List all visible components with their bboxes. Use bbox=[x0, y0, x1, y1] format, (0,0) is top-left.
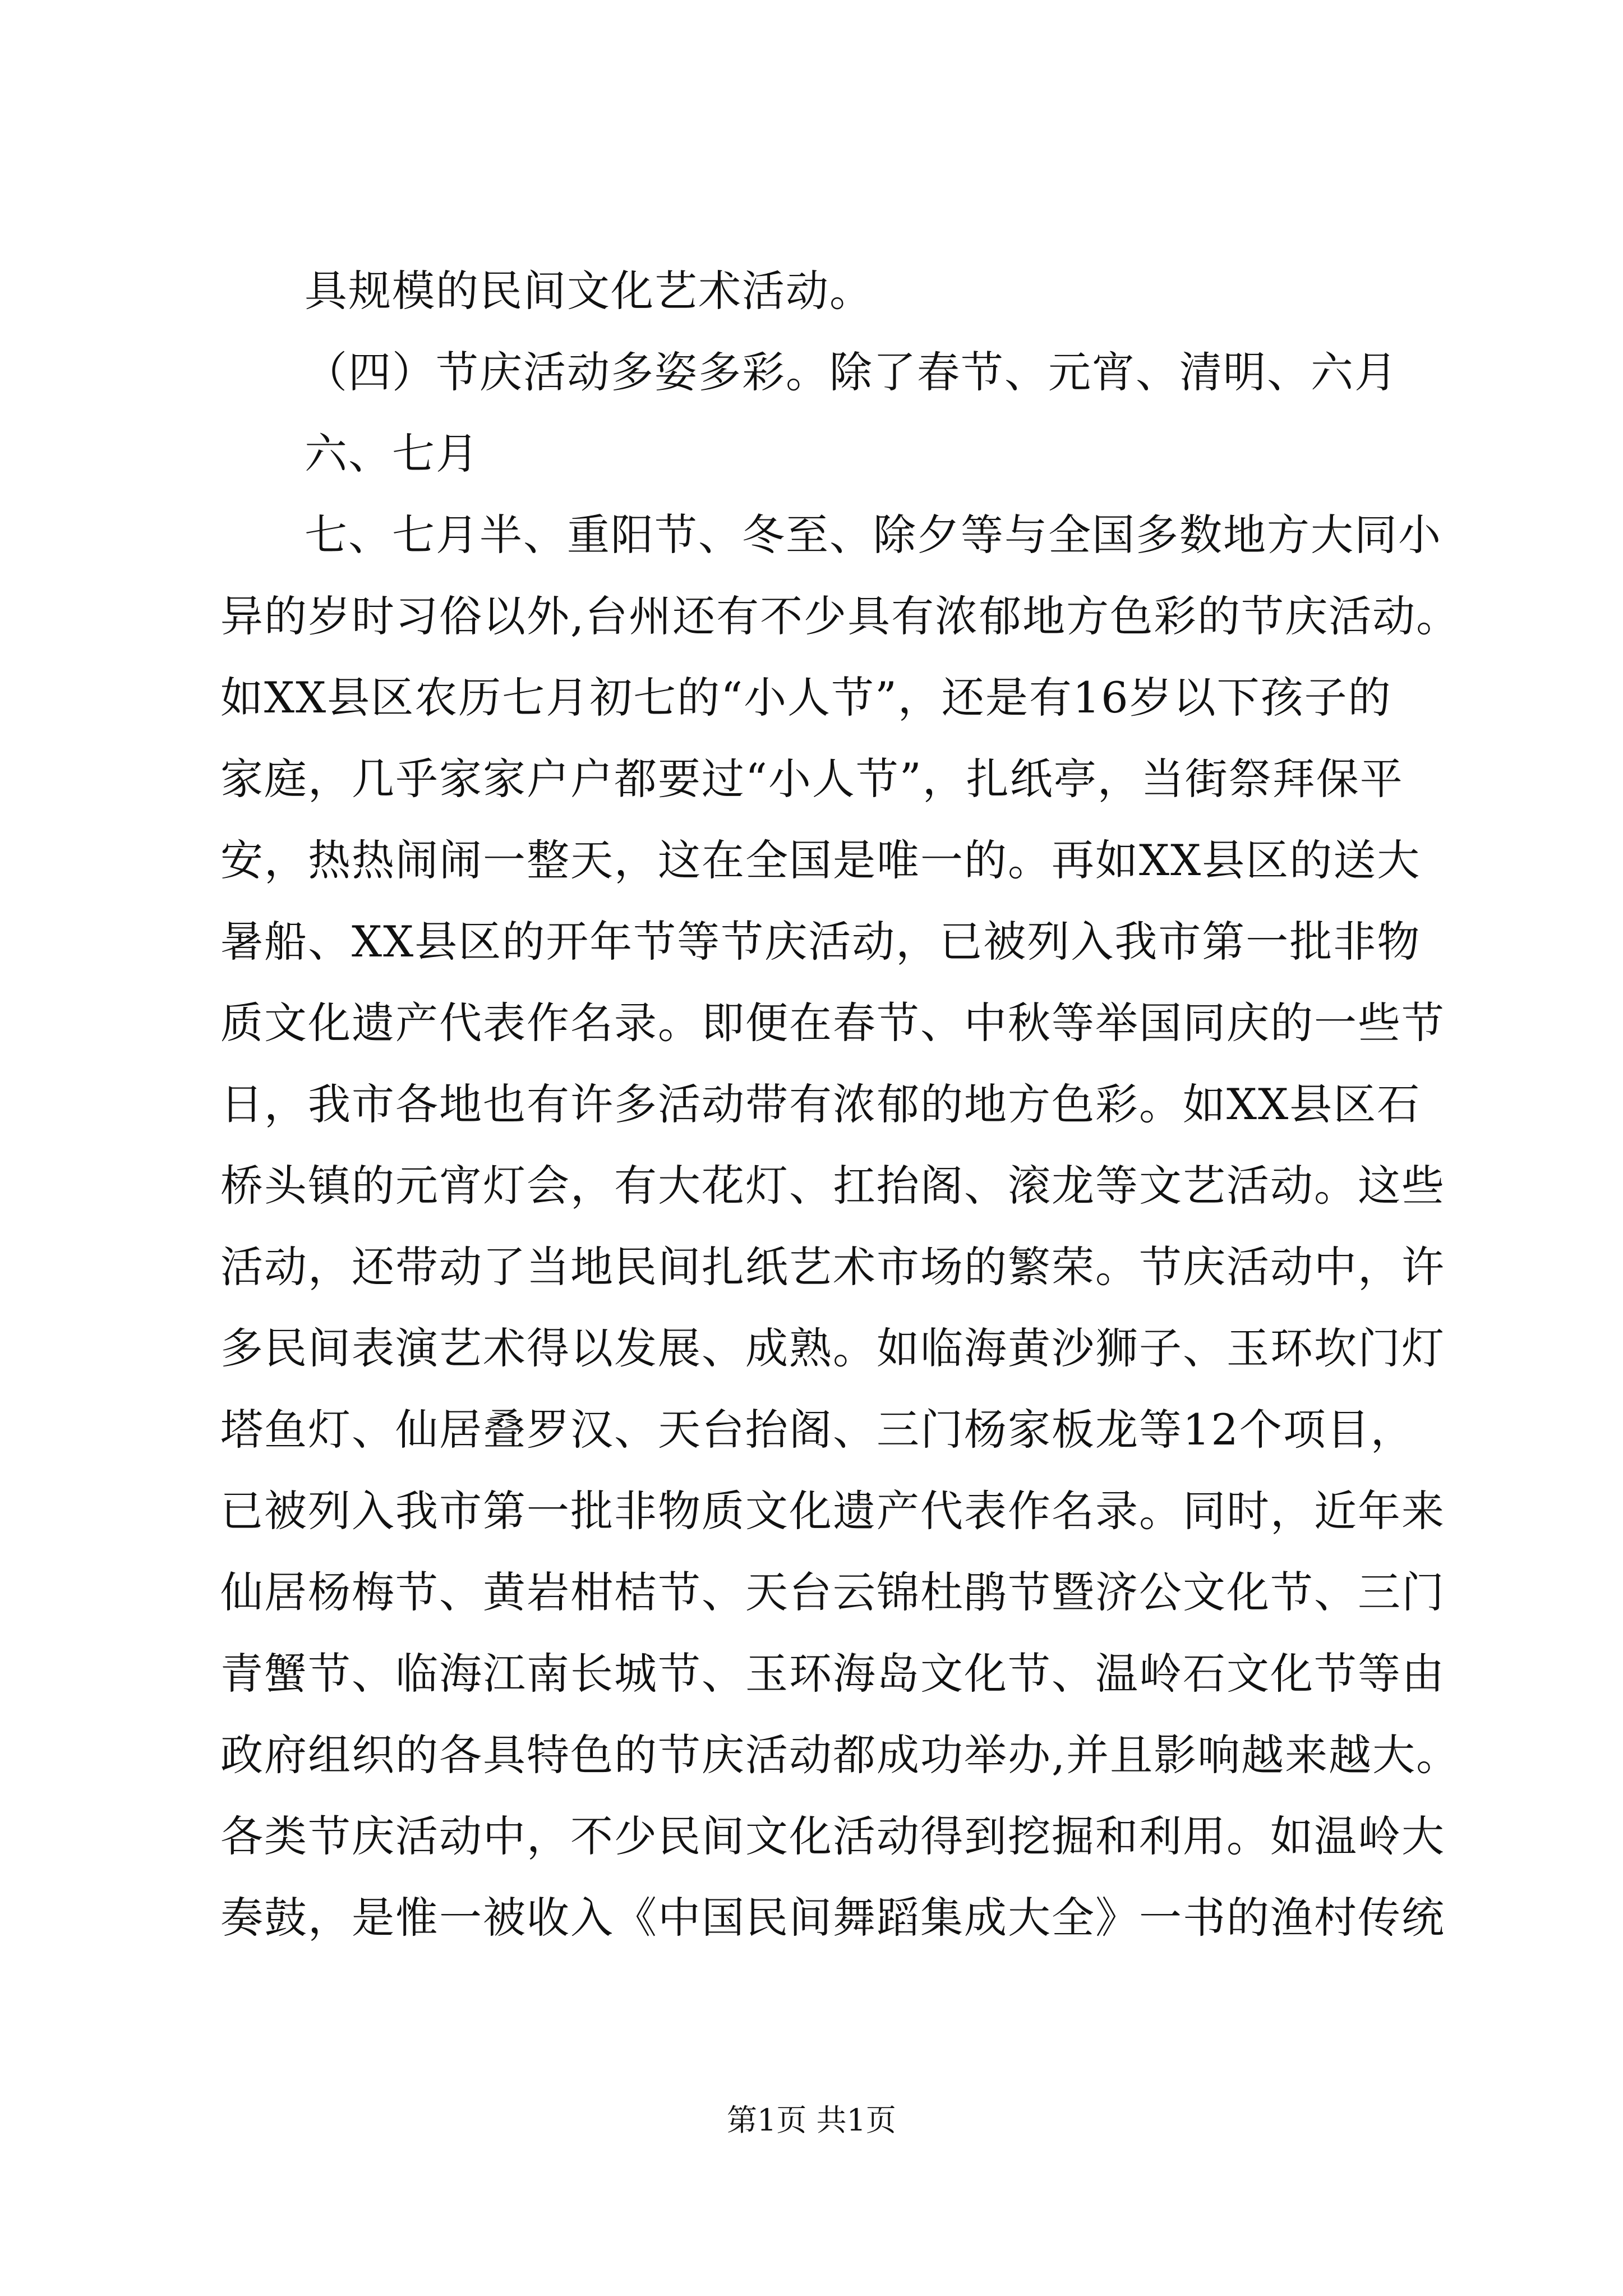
text-line: 日，我市各地也有许多活动带有浓郁的地方色彩。如XX县区石 bbox=[220, 1079, 1421, 1129]
text-line: 如XX县区农历七月初七的“小人节”，还是有16岁以下孩子的 bbox=[220, 673, 1392, 723]
text-line: 仙居杨梅节、黄岩柑桔节、天台云锦杜鹃节暨济公文化节、三门 bbox=[220, 1567, 1445, 1617]
text-line: 政府组织的各具特色的节庆活动都成功举办,并且影响越来越大。 bbox=[220, 1730, 1460, 1780]
text-line: 桥头镇的元宵灯会，有大花灯、扛抬阁、滚龙等文艺活动。这些 bbox=[220, 1161, 1445, 1211]
text-line: 塔鱼灯、仙居叠罗汉、天台抬阁、三门杨家板龙等12个项目， bbox=[220, 1405, 1414, 1455]
text-line: 活动，还带动了当地民间扎纸艺术市场的繁荣。节庆活动中，许 bbox=[220, 1242, 1445, 1292]
text-line: 具规模的民间文化艺术活动。 bbox=[305, 266, 873, 316]
page-footer: 第1页 共1页 bbox=[727, 2102, 896, 2138]
text-line: 质文化遗产代表作名录。即便在春节、中秋等举国同庆的一些节 bbox=[220, 998, 1445, 1048]
body-text bbox=[220, 250, 1460, 1958]
text-line: 暑船、XX县区的开年节等节庆活动，已被列入我市第一批非物 bbox=[220, 917, 1421, 967]
text-line: 已被列入我市第一批非物质文化遗产代表作名录。同时，近年来 bbox=[220, 1486, 1445, 1536]
text-line: 青蟹节、临海江南长城节、玉环海岛文化节、温岭石文化节等由 bbox=[220, 1649, 1445, 1699]
text-line: 异的岁时习俗以外,台州还有不少具有浓郁地方色彩的节庆活动。 bbox=[220, 591, 1460, 641]
text-line: 奏鼓，是惟一被收入《中国民间舞蹈集成大全》一书的渔村传统 bbox=[220, 1893, 1445, 1943]
text-line: 多民间表演艺术得以发展、成熟。如临海黄沙狮子、玉环坎门灯 bbox=[220, 1323, 1445, 1373]
text-line: （四）节庆活动多姿多彩。除了春节、元宵、清明、六月 bbox=[305, 347, 1398, 397]
text-line: 家庭，几乎家家户户都要过“小人节”，扎纸亭，当街祭拜保平 bbox=[220, 754, 1404, 804]
text-line: 七、七月半、重阳节、冬至、除夕等与全国多数地方大同小 bbox=[305, 510, 1442, 560]
text-line: 安，热热闹闹一整天，这在全国是唯一的。再如XX县区的送大 bbox=[220, 835, 1421, 885]
text-line: 各类节庆活动中，不少民间文化活动得到挖掘和利用。如温岭大 bbox=[220, 1811, 1445, 1861]
text-line: 六、七月 bbox=[305, 429, 479, 478]
